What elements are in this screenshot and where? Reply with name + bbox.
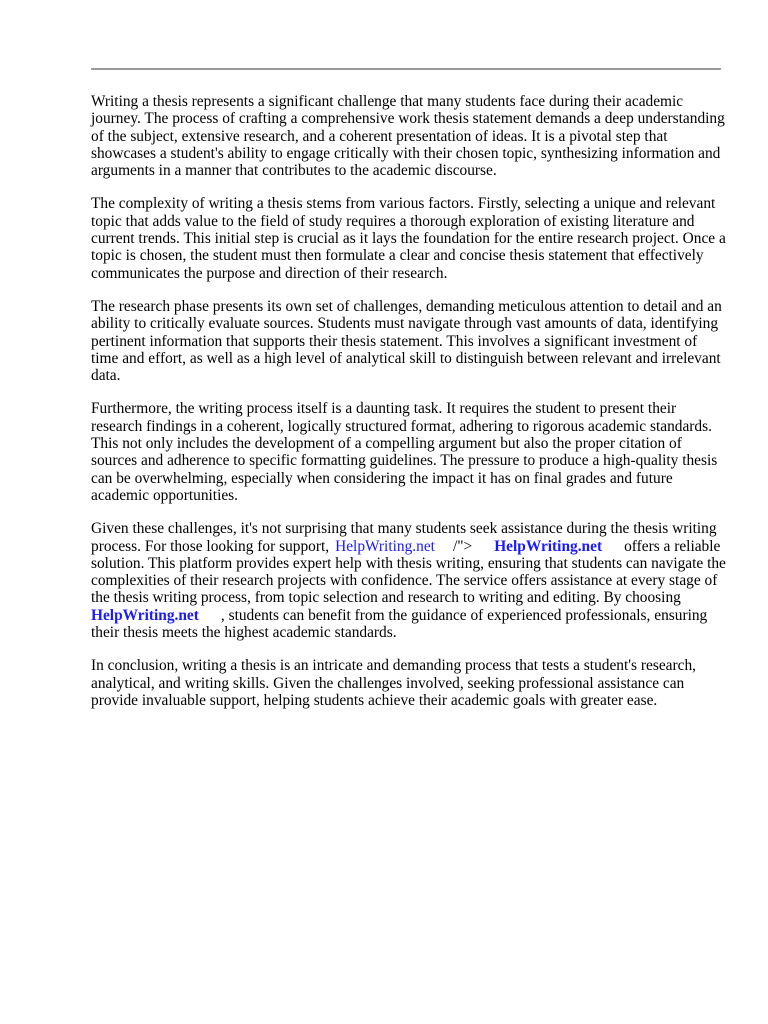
paragraph-research-phase: The research phase presents its own set of challenges, demanding meticulous attention to detail and an ability to critically evaluate sources. Students must navigate through vast amounts of data, identifying pertinent information that supports their thesis statement. This involves a significant investment of time and effort, as well as a high level of analytical skill to distinguish between relevant and irrelevant data.	[91, 297, 722, 385]
paragraph-conclusion: In conclusion, writing a thesis is an intricate and demanding process that tests a student's research, analytical, and writing skills. Given the challenges involved, seeking professional assistance can provide invaluable support, helping students achieve their academic goals with greater ease.	[91, 657, 696, 709]
paragraph-intro: Writing a thesis represents a significant challenge that many students face during their academic journey. The process of crafting a comprehensive work thesis statement demands a deep understanding of the subject, extensive research, and a coherent presentation of ideas. It is a pivotal step that showcases a student's ability to engage critically with their chosen topic, synthesizing information and arguments in a manner that contributes to the academic discourse.	[91, 93, 725, 180]
paragraph-complexity: The complexity of writing a thesis stems from various factors. Firstly, selecting a unique and relevant topic that adds value to the field of study requires a thorough exploration of existing literature and current trends. This initial step is crucial as it lays the foundation for the entire research project. Once a topic is chosen, the student must then formulate a clear and concise thesis statement that effectively communicates the purpose and direction of their research.	[91, 195, 726, 282]
horizontal-rule	[91, 68, 721, 70]
helpwriting-link-bold[interactable]: HelpWriting.net	[494, 537, 603, 555]
document-body	[91, 93, 727, 725]
helpwriting-link-inline[interactable]: HelpWriting.net	[335, 537, 435, 555]
stray-markup-text: /">	[452, 537, 473, 555]
helpwriting-link-bold-2[interactable]: HelpWriting.net	[91, 606, 199, 624]
paragraph-writing-process: Furthermore, the writing process itself is a daunting task. It requires the student to present their research findings in a coherent, logically structured format, adhering to rigorous academic standards. This not only includes the development of a compelling argument but also the proper citation of sources and adherence to specific formatting guidelines. The pressure to produce a high-quality thesis can be overwhelming, especially when considering the impact it has on final grades and future academic opportunities.	[91, 400, 718, 504]
support-text-3: , students can benefit from the guidance of experienced professionals, ensuring their thesis meets the highest academic standards.	[91, 606, 708, 642]
support-text-2: offers a reliable solution. This platform provides expert help with thesis writing, ensuring that students can navigate the complexities of their research projects with confidence. The service offers assistance at every stage of the thesis writing process, from topic selection and research to writing and editing. By choosing	[91, 537, 726, 607]
paragraph-support	[91, 520, 727, 641]
support-text-1: Given these challenges, it's not surprising that many students seek assistance during the thesis writing process. For those looking for support,	[91, 520, 717, 555]
